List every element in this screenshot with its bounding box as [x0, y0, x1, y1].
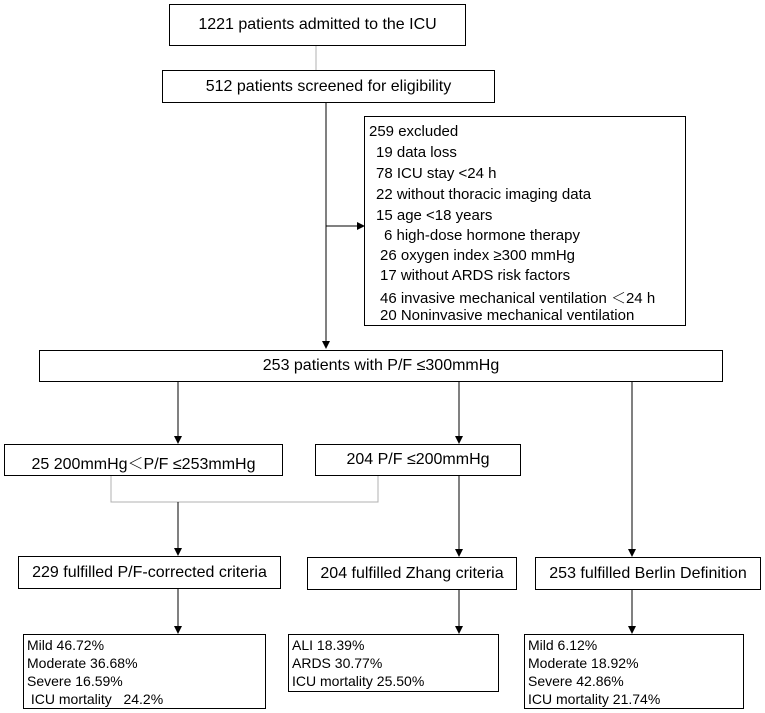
zhang-label: 204 fulfilled Zhang criteria: [320, 565, 504, 582]
outcome-line: Severe 42.86%: [528, 673, 624, 689]
outcome-line: ARDS 30.77%: [292, 655, 383, 671]
excluded-reason: 26 oxygen index ≥300 mmHg: [380, 247, 576, 264]
pf300-box: [39, 350, 723, 382]
pf-corrected-outcomes-box: [23, 634, 266, 709]
outcome-line: Moderate 18.92%: [528, 655, 639, 671]
outcome-line: Moderate 36.68%: [27, 655, 138, 671]
excluded-reason: 15 age <18 years: [376, 207, 493, 224]
outcome-line: Severe 16.59%: [27, 673, 123, 689]
range-box: [4, 444, 283, 476]
excluded-reason: 22 without thoracic imaging data: [376, 186, 592, 203]
pf300-label: 253 patients with P/F ≤300mmHg: [262, 357, 500, 374]
zhang-box: [307, 557, 517, 590]
pf200-box: [315, 444, 521, 476]
admitted-box: [169, 4, 466, 46]
excluded-reason: 46 invasive mechanical ventilation ＜24 h: [380, 290, 656, 307]
outcome-line: ICU mortality 21.74%: [528, 691, 661, 707]
outcome-line: Mild 46.72%: [27, 637, 105, 653]
berlin-box: [535, 557, 761, 590]
screened-label: 512 patients screened for eligibility: [205, 78, 452, 95]
connector-merge-bracket: [111, 476, 378, 502]
range-label: 25 200mmHg＜P/F ≤253mmHg: [31, 456, 256, 473]
outcome-line: ALI 18.39%: [292, 637, 365, 653]
excluded-reason: 78 ICU stay <24 h: [376, 165, 497, 182]
berlin-label: 253 fulfilled Berlin Definition: [549, 565, 747, 582]
pf-corrected-label: 229 fulfilled P/F-corrected criteria: [32, 564, 267, 581]
excluded-header: 259 excluded: [369, 123, 459, 140]
outcome-line: Mild 6.12%: [528, 637, 598, 653]
admitted-label: 1221 patients admitted to the ICU: [198, 16, 437, 33]
outcome-line: ICU mortality 25.50%: [292, 673, 425, 689]
excluded-reason: 20 Noninvasive mechanical ventilation: [380, 307, 635, 324]
berlin-outcomes-box: [524, 634, 744, 709]
pf200-label: 204 P/F ≤200mmHg: [346, 451, 490, 468]
excluded-box: [364, 116, 686, 326]
outcome-line: ICU mortality 24.2%: [27, 691, 164, 707]
screened-box: [162, 70, 495, 103]
excluded-reason: 6 high-dose hormone therapy: [384, 227, 580, 244]
zhang-outcomes-box: [288, 634, 499, 692]
excluded-reason: 19 data loss: [376, 144, 457, 161]
excluded-reason: 17 without ARDS risk factors: [380, 267, 571, 284]
pf-corrected-box: [18, 556, 281, 589]
